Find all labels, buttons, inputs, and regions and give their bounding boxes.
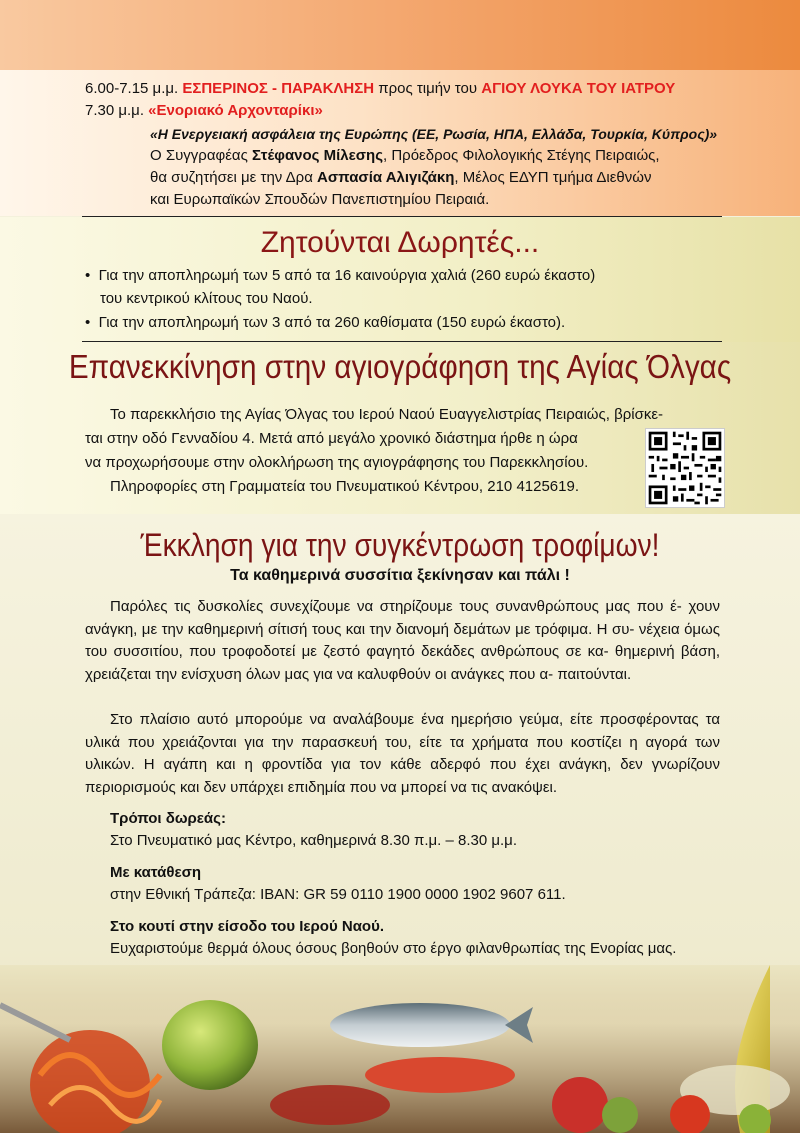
bullet-icon: • bbox=[85, 267, 91, 284]
thanks-text: Ευχαριστούμε θερμά όλους όσους βοηθούν στο έργο φιλανθρωπίας της Ενορίας μας. bbox=[110, 940, 677, 957]
ways-title: Τρόποι δωρεάς: bbox=[110, 810, 226, 827]
box-title: Στο κουτί στην είσοδο του Ιερού Ναού. bbox=[110, 918, 384, 935]
desc1-rest: , Πρόεδρος Φιλολογικής Στέγης Πειραιώς, bbox=[383, 147, 660, 164]
iconography-heading: Επανεκκίνηση στην αγιογράφηση της Αγίας Όλγας bbox=[68, 348, 732, 385]
talk-desc-2 bbox=[150, 167, 651, 189]
moderator-name: Ασπασία Αλιγιζάκη bbox=[317, 169, 455, 186]
deposit-title: Με κατάθεση bbox=[110, 864, 202, 881]
desc1-text: Ο Συγγραφέας bbox=[150, 147, 248, 164]
event-time-1: 6.00-7.15 μ.μ. bbox=[85, 80, 179, 97]
bullet-2-text: Για την αποπληρωμή των 3 από τα 260 καθίσματα (150 ευρώ έκαστο). bbox=[98, 314, 566, 331]
event-title-2: «Ενοριακό Αρχονταρίκι» bbox=[148, 102, 323, 119]
talk-desc-1 bbox=[150, 145, 660, 167]
donors-heading: Ζητούνται Δωρητές... bbox=[260, 226, 540, 259]
ways-item-1: Στο Πνευματικό μας Κέντρο, καθημερινά 8.30 π.μ. – 8.30 μ.μ. bbox=[110, 832, 517, 849]
food-paragraph-1: Παρόλες τις δυσκολίες συνεχίζουμε να στηρίζουμε τους συνανθρώπους μας που έ- χουν ανάγκη, με την καθημερινή σίτισή τους και την διανομή δεμάτων με τρόφιμα. Η συ- νέχεια όμως του συσσιτίου, που τροφοδοτεί με ζεστό φαγητό δεκάδες ανθρώπους σε κα- θημερινή βάση, χρειάζεται την ενίσχυση όλων μας για να καλυφθούν οι ανάγκες που α- παιτούνται. bbox=[85, 598, 720, 683]
iconography-line-2: ται στην οδό Γενναδίου 4. Μετά από μεγάλο χρονικό διάστημα ήρθε η ώρα bbox=[85, 430, 578, 447]
tomato-icon bbox=[552, 1077, 608, 1133]
top-orange-band bbox=[0, 0, 800, 70]
desc2-rest: , Μέλος ΕΔΥΠ τμήμα Διεθνών bbox=[454, 169, 652, 186]
bullet-1-text: Για την αποπληρωμή των 5 από τα 16 καινούργια χαλιά (260 ευρώ έκαστο) bbox=[98, 267, 596, 284]
food-illustration bbox=[0, 965, 800, 1133]
event-connector: προς τιμήν του bbox=[378, 80, 478, 97]
iconography-line-3: να προχωρήσουμε στην ολοκλήρωση της αγιογράφησης του Παρεκκλησίου. bbox=[85, 454, 589, 471]
food-paragraph-2: Στο πλαίσιο αυτό μπορούμε να αναλάβουμε ένα ημερήσιο γεύμα, είτε προσφέροντας τα υλικά που χρειάζονται για την παρασκευή του, είτε τα χρήματα που κοστίζει η αγορά των υλικών. Η αγάπη και η φροντίδα για τον κάθε αδερφό που έχει ανάγκη, δεν γνωρίζουν περιορισμούς και δεν υπάρχει επιδημία που να μπορεί να τις ανακόψει. bbox=[85, 711, 720, 796]
deposit-text: στην Εθνική Τράπεζα: IBAN: GR 59 0110 1900 0000 1902 9607 611. bbox=[110, 886, 566, 903]
apple-icon bbox=[162, 1000, 258, 1090]
author-name: Στέφανος Μίλεσης bbox=[252, 147, 383, 164]
iconography-line-4: Πληροφορίες στη Γραμματεία του Πνευματικού Κέντρου, 210 4125619. bbox=[110, 478, 580, 495]
donor-bullet-1 bbox=[85, 265, 595, 287]
donor-bullet-1-cont: του κεντρικού κλίτους του Ναού. bbox=[100, 290, 313, 307]
talk-desc-3: και Ευρωπαϊκών Σπουδών Πανεπιστημίου Πειραιά. bbox=[150, 191, 490, 208]
event-saint: ΑΓΙΟΥ ΛΟΥΚΑ ΤΟΥ ΙΑΤΡΟΥ bbox=[481, 80, 676, 97]
desc2-text: θα συζητήσει με την Δρα bbox=[150, 169, 313, 186]
talk-title: «Η Ενεργειακή ασφάλεια της Ευρώπης (ΕΕ, Ρωσία, ΗΠΑ, Ελλάδα, Τουρκία, Κύπρος)» bbox=[150, 126, 718, 142]
food-subheading: Τα καθημερινά συσσίτια ξεκίνησαν και πάλι ! bbox=[230, 567, 570, 584]
qr-code-icon[interactable] bbox=[645, 428, 725, 508]
food-heading: Έκκληση για την συγκέντρωση τροφίμων! bbox=[140, 527, 660, 563]
event-line-1 bbox=[85, 78, 675, 100]
bullet-icon: • bbox=[85, 314, 91, 331]
donor-bullet-2 bbox=[85, 312, 565, 334]
event-time-2: 7.30 μ.μ. bbox=[85, 102, 144, 119]
event-line-2 bbox=[85, 100, 323, 122]
event-title-1: ΕΣΠΕΡΙΝΟΣ - ΠΑΡΑΚΛΗΣΗ bbox=[182, 80, 375, 97]
iconography-line-1: Το παρεκκλήσιο της Αγίας Όλγας του Ιερού Ναού Ευαγγελιστρίας Πειραιώς, βρίσκε- bbox=[110, 406, 664, 423]
fish-icon bbox=[330, 1003, 510, 1047]
red-fish-icon bbox=[365, 1057, 515, 1093]
